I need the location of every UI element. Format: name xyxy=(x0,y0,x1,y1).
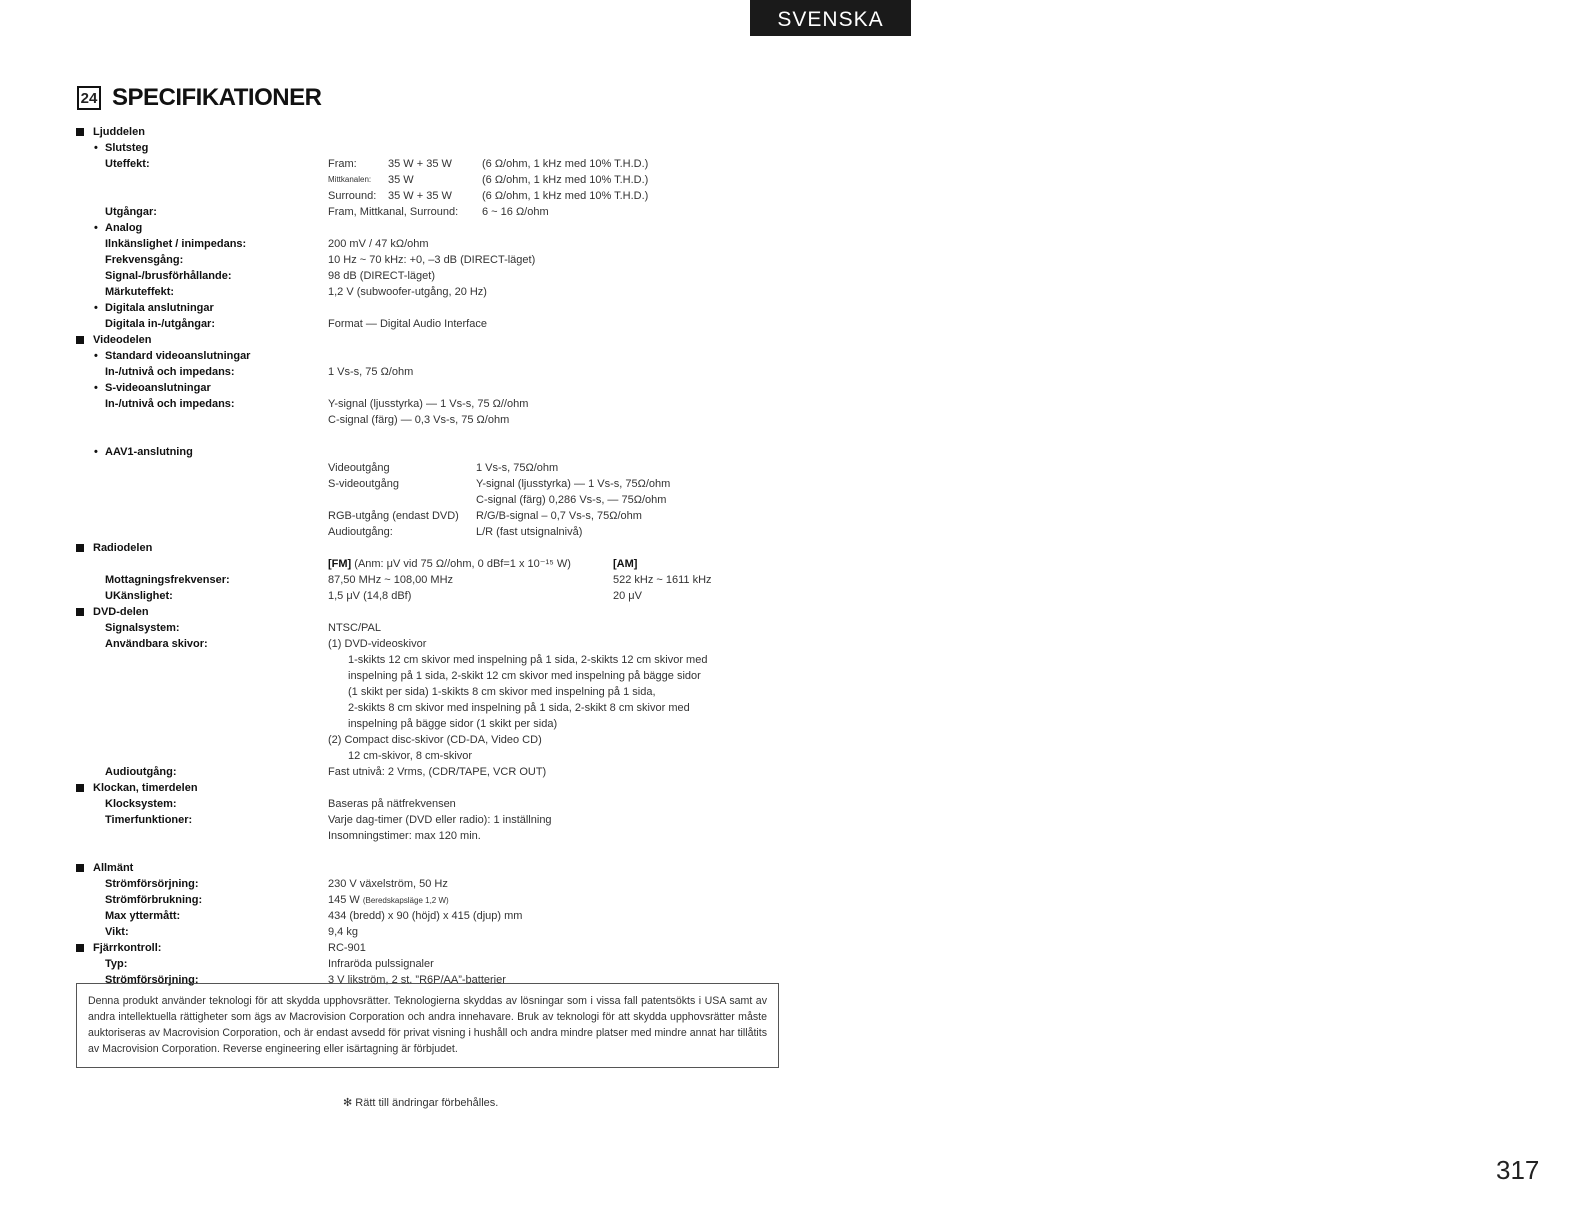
disc-line: 2-skikts 8 cm skivor med inspelning på 1 sida, 2-skikt 8 cm skivor med xyxy=(348,702,690,714)
spec-value: C-signal (färg) — 0,3 Vs-s, 75 Ω/ohm xyxy=(328,414,510,426)
spec-value: Fram, Mittkanal, Surround: xyxy=(328,206,459,218)
spec-sublabel: Audioutgång: xyxy=(328,526,393,538)
spec-value: 35 W + 35 W xyxy=(388,190,452,202)
spec-value: 522 kHz ~ 1611 kHz xyxy=(613,574,712,586)
spec-row xyxy=(0,524,800,540)
spec-row xyxy=(0,620,800,636)
spec-value: Fast utnivå: 2 Vrms, (CDR/TAPE, VCR OUT) xyxy=(328,766,547,778)
spec-label: Användbara skivor: xyxy=(105,638,208,650)
spec-condition: (6 Ω/ohm, 1 kHz med 10% T.H.D.) xyxy=(482,190,649,202)
spec-value: 1 Vs-s, 75 Ω/ohm xyxy=(328,366,414,378)
spec-row xyxy=(0,364,800,380)
spec-row xyxy=(0,796,800,812)
category-dvd: DVD-delen xyxy=(93,606,149,618)
spec-row xyxy=(0,252,800,268)
subcategory-aav1: • AAV1-anslutning xyxy=(105,444,193,460)
category-general: Allmänt xyxy=(93,862,134,874)
spec-value: 20 μV xyxy=(613,590,642,602)
spec-value: 9,4 kg xyxy=(328,926,358,938)
section-heading xyxy=(77,84,321,112)
spec-row xyxy=(0,940,800,956)
spec-label: Märkuteffekt: xyxy=(105,286,175,298)
fm-note: (Anm: μV vid 75 Ω//ohm, 0 dBf=1 x 10⁻¹⁵ W) xyxy=(354,558,571,570)
subcategory-s-video: • S-videoanslutningar xyxy=(105,380,211,396)
spec-row xyxy=(0,172,800,188)
consumption-value: 145 W xyxy=(328,894,360,906)
spec-label: Max yttermått: xyxy=(105,910,181,922)
category-radio: Radiodelen xyxy=(93,542,153,554)
spec-row xyxy=(0,876,800,892)
spec-value: 10 Hz ~ 70 kHz: +0, –3 dB (DIRECT-läget) xyxy=(328,254,536,266)
spec-value: Insomningstimer: max 120 min. xyxy=(328,830,481,842)
radio-fm-header xyxy=(328,556,571,572)
spec-row xyxy=(0,284,800,300)
spec-row xyxy=(0,188,800,204)
category-video: Videodelen xyxy=(93,334,152,346)
footnote: ✻ Rätt till ändringar förbehålles. xyxy=(343,1097,499,1109)
spec-value: C-signal (färg) 0,286 Vs-s, — 75Ω/ohm xyxy=(476,494,667,506)
spec-condition: (6 Ω/ohm, 1 kHz med 10% T.H.D.) xyxy=(482,174,649,186)
subcategory-analog: • Analog xyxy=(105,220,142,236)
spec-value: NTSC/PAL xyxy=(328,622,381,634)
spec-row xyxy=(0,316,800,332)
subcategory-standard-video: • Standard videoanslutningar xyxy=(105,348,250,364)
spec-sublabel: Fram: xyxy=(328,158,357,170)
language-tab: SVENSKA xyxy=(750,0,911,36)
spec-row xyxy=(0,556,800,572)
category-clock: Klockan, timerdelen xyxy=(93,782,198,794)
spec-label: In-/utnivå och impedans: xyxy=(105,398,235,410)
spec-label: UKänslighet: xyxy=(105,590,173,602)
spec-row xyxy=(0,956,800,972)
spec-row xyxy=(0,268,800,284)
spec-value: 200 mV / 47 kΩ/ohm xyxy=(328,238,429,250)
spec-row xyxy=(0,908,800,924)
spec-value: Y-signal (ljusstyrka) — 1 Vs-s, 75Ω/ohm xyxy=(476,478,671,490)
spec-label: Strömförbrukning: xyxy=(105,894,203,906)
spec-row xyxy=(0,460,800,476)
spec-label: Uteffekt: xyxy=(105,158,150,170)
spec-label: In-/utnivå och impedans: xyxy=(105,366,235,378)
spec-label: Mottagningsfrekvenser: xyxy=(105,574,230,586)
spec-value: Baseras på nätfrekvensen xyxy=(328,798,456,810)
spec-label: Signal-/brusförhållande: xyxy=(105,270,232,282)
spec-row xyxy=(0,812,800,828)
disc-line: inspelning på 1 sida, 2-skikt 12 cm skivor med inspelning på bägge sidor xyxy=(348,670,701,682)
spec-row xyxy=(0,572,800,588)
spec-row xyxy=(0,204,800,220)
spec-sublabel: S-videoutgång xyxy=(328,478,399,490)
spec-row xyxy=(0,636,800,652)
disc-line: (1 skikt per sida) 1-skikts 8 cm skivor med inspelning på 1 sida, xyxy=(348,686,656,698)
spec-row xyxy=(0,924,800,940)
spec-label: Klocksystem: xyxy=(105,798,177,810)
spec-value xyxy=(328,892,449,909)
spec-label: Digitala in-/utgångar: xyxy=(105,318,215,330)
spec-row xyxy=(0,476,800,492)
spec-value: 35 W + 35 W xyxy=(388,158,452,170)
spec-row xyxy=(0,892,800,908)
spec-value: RC-901 xyxy=(328,942,366,954)
fm-label: [FM] xyxy=(328,558,352,570)
spec-value: 1,5 μV (14,8 dBf) xyxy=(328,590,412,602)
page-number: 317 xyxy=(1496,1155,1540,1185)
category-remote: Fjärrkontroll: xyxy=(93,942,162,954)
spec-condition: 6 ~ 16 Ω/ohm xyxy=(482,206,549,218)
spec-value: Infraröda pulssignaler xyxy=(328,958,434,970)
spec-row xyxy=(0,236,800,252)
spec-label: Vikt: xyxy=(105,926,129,938)
spec-row xyxy=(0,156,800,172)
subcategory-amp: • Slutsteg xyxy=(105,140,148,156)
spec-value: L/R (fast utsignalnivå) xyxy=(476,526,583,538)
spec-value: 1 Vs-s, 75Ω/ohm xyxy=(476,462,559,474)
spec-label: Strömförsörjning: xyxy=(105,974,199,986)
spec-value: 87,50 MHz ~ 108,00 MHz xyxy=(328,574,454,586)
disc-line: 12 cm-skivor, 8 cm-skivor xyxy=(348,750,473,762)
subcategory-digital: • Digitala anslutningar xyxy=(105,300,214,316)
spec-sublabel: Videoutgång xyxy=(328,462,390,474)
standby-note: (Beredskapsläge 1,2 W) xyxy=(362,896,449,905)
spec-label: Signalsystem: xyxy=(105,622,180,634)
spec-sublabel: Mittkanalen: xyxy=(328,175,372,184)
spec-list xyxy=(0,124,800,988)
spec-value: R/G/B-signal – 0,7 Vs-s, 75Ω/ohm xyxy=(476,510,642,522)
spec-value: 230 V växelström, 50 Hz xyxy=(328,878,448,890)
spec-label: Utgångar: xyxy=(105,206,157,218)
spec-value: 35 W xyxy=(388,174,414,186)
section-title: SPECIFIKATIONER xyxy=(112,84,322,111)
spec-label: Strömförsörjning: xyxy=(105,878,199,890)
copyright-notice-box: Denna produkt använder teknologi för att skydda upphovsrätter. Teknologierna skyddas av lösningar som i vissa fall patentsökts i USA samt av andra intellektuella rättigheter som ägs av Macrovision Corporation och andra innehavare. Bruk av teknologi för att skydda upphovsrätter måste auktoriseras av Macrovision Corporation, och är endast avsedd för privat visning i hushåll och andra mindre platser med mindre annat har tillåtits av Macrovision Corporation. Reverse engineering eller isärtagning är förbjudet. xyxy=(76,983,779,1068)
disc-line: (1) DVD-videoskivor xyxy=(328,638,427,650)
spec-row xyxy=(0,764,800,780)
spec-condition: (6 Ω/ohm, 1 kHz med 10% T.H.D.) xyxy=(482,158,649,170)
spec-label: Audioutgång: xyxy=(105,766,177,778)
am-label: [AM] xyxy=(613,558,638,570)
spec-value: Format — Digital Audio Interface xyxy=(328,318,487,330)
spec-value: Y-signal (ljusstyrka) — 1 Vs-s, 75 Ω//ohm xyxy=(328,398,529,410)
spec-row xyxy=(0,508,800,524)
spec-value: 434 (bredd) x 90 (höjd) x 415 (djup) mm xyxy=(328,910,523,922)
disc-line: 1-skikts 12 cm skivor med inspelning på 1 sida, 2-skikts 12 cm skivor med xyxy=(348,654,708,666)
spec-label: Ilnkänslighet / inimpedans: xyxy=(105,238,247,250)
spec-sublabel: Surround: xyxy=(328,190,377,202)
spec-sublabel: RGB-utgång (endast DVD) xyxy=(328,510,459,522)
spec-label: Typ: xyxy=(105,958,128,970)
spec-value: 1,2 V (subwoofer-utgång, 20 Hz) xyxy=(328,286,487,298)
spec-row xyxy=(0,492,800,508)
spec-row xyxy=(0,412,800,428)
disc-line: (2) Compact disc-skivor (CD-DA, Video CD) xyxy=(328,734,542,746)
category-audio: Ljuddelen xyxy=(93,126,145,138)
spec-row xyxy=(0,396,800,412)
spec-row xyxy=(0,588,800,604)
disc-line: inspelning på bägge sidor (1 skikt per sida) xyxy=(348,718,558,730)
spec-label: Frekvensgång: xyxy=(105,254,184,266)
spec-value: 3 V likström, 2 st. ”R6P/AA”-batterier xyxy=(328,974,506,986)
spec-value: Varje dag-timer (DVD eller radio): 1 inställning xyxy=(328,814,552,826)
spec-label: Timerfunktioner: xyxy=(105,814,193,826)
spec-value: 98 dB (DIRECT-läget) xyxy=(328,270,435,282)
section-number: 24 xyxy=(77,86,101,110)
